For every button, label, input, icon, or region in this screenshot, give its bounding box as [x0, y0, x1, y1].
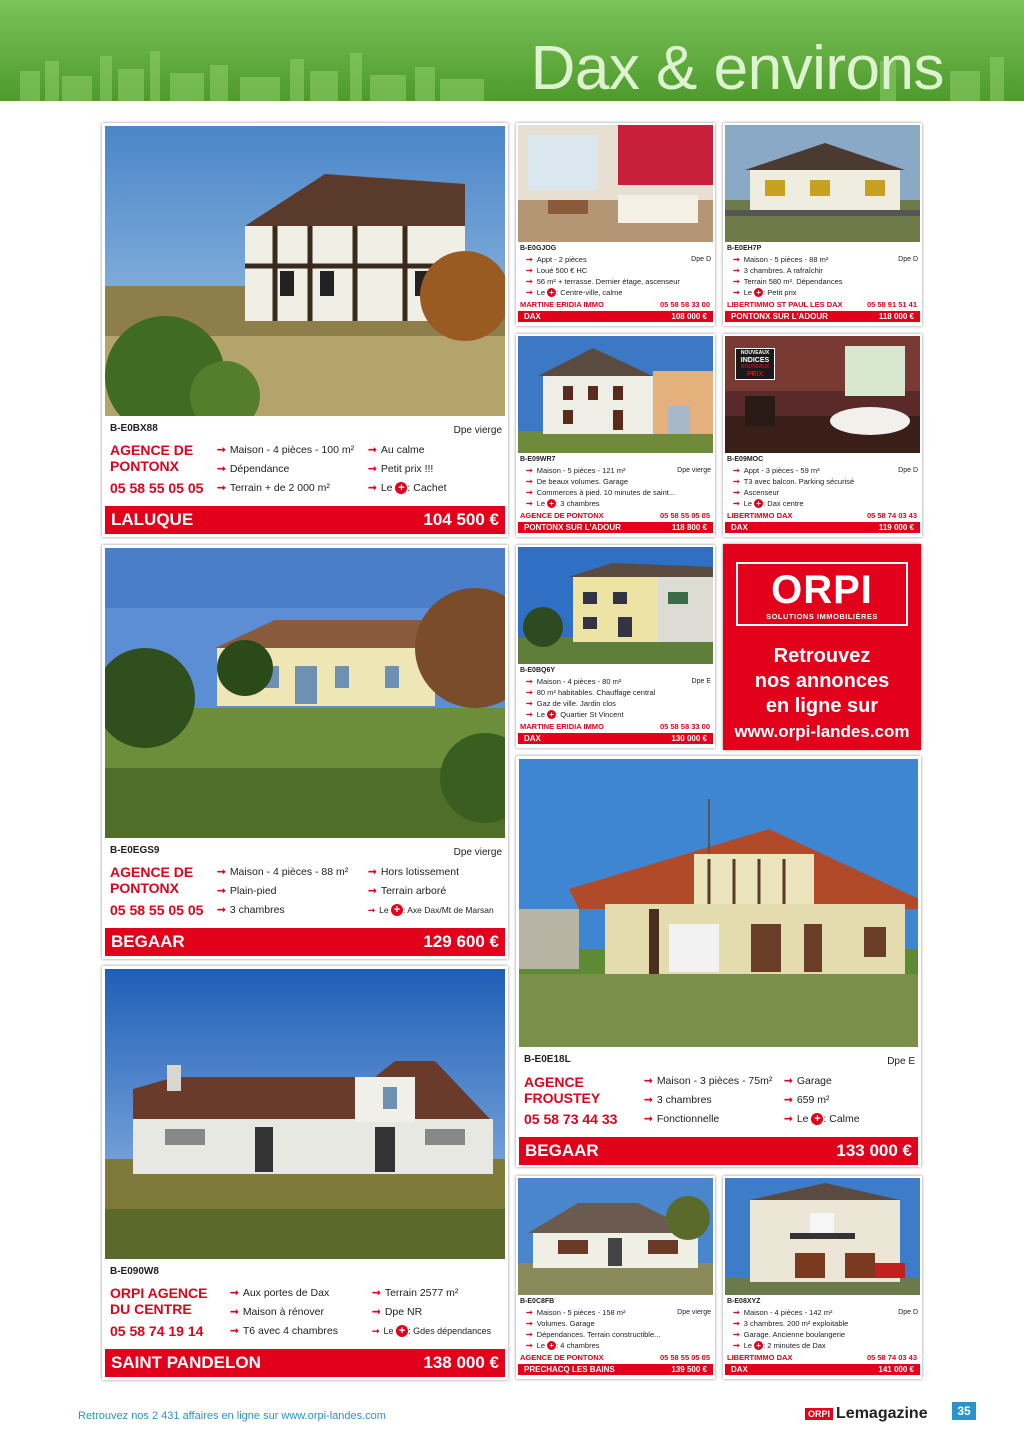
arrow-icon: ➞	[526, 477, 533, 486]
feature-item: ➞ Maison à rénover	[230, 1306, 324, 1318]
orpi-logo: ORPI	[805, 1408, 833, 1420]
magazine-brand: ORPI Lemagazine	[805, 1405, 928, 1423]
price-bar	[105, 928, 505, 956]
arrow-icon: ➞	[784, 1113, 793, 1125]
arrow-icon: ➞	[217, 444, 226, 456]
arrow-icon: ➞	[784, 1094, 793, 1106]
dpe-label: Dpe D	[898, 256, 918, 263]
feature-item: ➞ Terrain + de 2 000 m²	[217, 482, 330, 494]
agency-phone[interactable]: 05 58 58 33 00	[659, 300, 710, 309]
price: 108 000 €	[671, 312, 707, 321]
feature-item: ➞ Dépendances. Terrain constructible...	[526, 1330, 661, 1339]
agency-name: MARTINE ERIDIA IMMO	[520, 722, 604, 731]
feature-highlight: ➞ Le + : Centre-ville, calme	[526, 288, 623, 297]
agency-phone[interactable]: 05 58 55 05 05	[110, 480, 204, 496]
arrow-icon: ➞	[733, 255, 740, 264]
feature-item: ➞ Garage	[784, 1075, 832, 1087]
agency-name: LIBERTIMMO ST PAUL LES DAX	[727, 300, 843, 309]
price: 104 500 €	[423, 510, 499, 529]
town-name: DAX	[524, 312, 541, 321]
arrow-icon: ➞	[733, 1319, 740, 1328]
agency-phone[interactable]: 05 58 91 51 41	[866, 300, 917, 309]
town-name: PONTONX SUR L'ADOUR	[731, 312, 828, 321]
arrow-icon: ➞	[368, 905, 376, 915]
arrow-icon: ➞	[784, 1075, 793, 1087]
arrow-icon: ➞	[526, 688, 533, 697]
arrow-icon: ➞	[217, 885, 226, 897]
agency-phone[interactable]: 05 58 55 05 05	[659, 1353, 710, 1362]
feature-item: ➞ Volumes. Garage	[526, 1319, 595, 1328]
town-name: DAX	[524, 734, 541, 743]
listing-card-small[interactable]	[516, 123, 715, 326]
listing-reference: B-E0EGS9	[110, 845, 160, 856]
feature-highlight: ➞ Le + : Dax centre	[733, 499, 804, 508]
arrow-icon: ➞	[526, 699, 533, 708]
agency-name: AGENCE DE PONTONX	[110, 442, 194, 474]
feature-item: ➞ Fonctionnelle	[644, 1113, 720, 1125]
feature-item: ➞ Maison - 3 pièces - 75m²	[644, 1075, 773, 1087]
arrow-icon: ➞	[372, 1287, 381, 1299]
price-bar	[105, 1349, 505, 1377]
agency-name: ORPI AGENCE DU CENTRE	[110, 1285, 208, 1317]
listing-reference: B-E0GJOG	[520, 245, 557, 252]
feature-highlight: ➞ Le + : Calme	[784, 1113, 860, 1125]
price-bar	[518, 311, 713, 322]
listing-card-small[interactable]	[516, 1176, 715, 1379]
listing-card-small[interactable]	[723, 123, 922, 326]
arrow-icon: ➞	[217, 482, 226, 494]
feature-highlight: ➞ Le + : Petit prix	[733, 288, 797, 297]
house-photo	[105, 126, 505, 416]
feature-item: ➞ Aux portes de Dax	[230, 1287, 330, 1299]
plus-icon: +	[754, 1341, 763, 1350]
listing-card-begaar-2[interactable]	[516, 756, 921, 1167]
orpi-website-link[interactable]: www.orpi-landes.com	[734, 722, 910, 741]
feature-item: ➞ 80 m² habitables. Chauffage central	[526, 688, 656, 697]
price: 141 000 €	[878, 1365, 914, 1374]
feature-item: ➞ De beaux volumes. Garage	[526, 477, 629, 486]
plus-icon: +	[547, 499, 556, 508]
plus-icon: +	[547, 1341, 556, 1350]
price: 129 600 €	[423, 932, 499, 951]
listing-reference: B-E09MOC	[727, 456, 764, 463]
feature-item: ➞ Dpe NR	[372, 1306, 423, 1318]
listing-card-begaar-1[interactable]	[102, 545, 508, 959]
listing-reference: B-E090W8	[110, 1266, 159, 1277]
price: 138 000 €	[423, 1353, 499, 1372]
feature-item: ➞ Terrain 2577 m²	[372, 1287, 459, 1299]
feature-item: ➞ 3 chambres. A rafraîchir	[733, 266, 823, 275]
agency-phone[interactable]: 05 58 74 03 43	[866, 511, 917, 520]
arrow-icon: ➞	[526, 1330, 533, 1339]
feature-item: ➞ Terrain 580 m². Dépendances	[733, 277, 843, 286]
plus-icon: +	[396, 1325, 408, 1337]
arrow-icon: ➞	[526, 1341, 533, 1350]
feature-item: ➞ Garage. Ancienne boulangerie	[733, 1330, 846, 1339]
agency-name: AGENCE DE PONTONX	[520, 511, 604, 520]
plus-icon: +	[547, 288, 556, 297]
arrow-icon: ➞	[526, 255, 533, 264]
arrow-icon: ➞	[526, 266, 533, 275]
listing-card-small[interactable]	[516, 334, 715, 537]
dpe-label: Dpe vierge	[677, 467, 711, 474]
arrow-icon: ➞	[368, 482, 377, 494]
feature-item: ➞ T3 avec balcon. Parking sécurisé	[733, 477, 855, 486]
feature-item: ➞ 659 m²	[784, 1094, 830, 1106]
arrow-icon: ➞	[217, 866, 226, 878]
listing-card-laluque[interactable]	[102, 123, 508, 537]
feature-item: ➞ Ascenseur	[733, 488, 780, 497]
agency-name: AGENCE DE PONTONX	[520, 1353, 604, 1362]
orpi-tagline: SOLUTIONS IMMOBILIÈRES	[766, 612, 878, 621]
house-photo	[518, 547, 713, 664]
arrow-icon: ➞	[217, 463, 226, 475]
arrow-icon: ➞	[526, 288, 533, 297]
feature-highlight: ➞ Le + : Cachet	[368, 482, 447, 494]
price: 139 500 €	[671, 1365, 707, 1374]
feature-item: ➞ 3 chambres	[217, 904, 285, 916]
dpe-label: Dpe D	[898, 1309, 918, 1316]
plus-icon: +	[754, 288, 763, 297]
price-bar	[518, 522, 713, 533]
house-photo	[725, 125, 920, 242]
house-photo	[518, 336, 713, 453]
dpe-label: Dpe vierge	[453, 847, 502, 858]
agency-name: MARTINE ERIDIA IMMO	[520, 300, 604, 309]
feature-item: ➞ Maison - 4 pièces - 142 m²	[733, 1308, 833, 1317]
feature-item: ➞ 3 chambres. 200 m² exploitable	[733, 1319, 849, 1328]
arrow-icon: ➞	[733, 477, 740, 486]
feature-highlight: ➞ Le + : Axe Dax/Mt de Marsan	[368, 904, 494, 916]
footer-text: Retrouvez nos 2 431 affaires en ligne sur www.orpi-landes.com	[78, 1410, 386, 1422]
arrow-icon: ➞	[372, 1326, 380, 1336]
arrow-icon: ➞	[368, 885, 377, 897]
listing-card-small[interactable]	[723, 334, 922, 537]
arrow-icon: ➞	[368, 866, 377, 878]
arrow-icon: ➞	[526, 1319, 533, 1328]
house-photo	[105, 548, 505, 838]
feature-item: ➞ Dépendance	[217, 463, 290, 475]
arrow-icon: ➞	[526, 466, 533, 475]
arrow-icon: ➞	[217, 904, 226, 916]
feature-item: ➞ Maison - 5 pièces - 121 m²	[526, 466, 626, 475]
agency-name: AGENCE DE PONTONX	[110, 864, 194, 896]
arrow-icon: ➞	[733, 1308, 740, 1317]
page-number: 35	[952, 1402, 976, 1420]
price-bar	[518, 733, 713, 744]
arrow-icon: ➞	[644, 1094, 653, 1106]
house-photo	[105, 969, 505, 1259]
arrow-icon: ➞	[733, 499, 740, 508]
price-bar	[725, 522, 920, 533]
feature-item: ➞ Au calme	[368, 444, 425, 456]
listing-reference: B-E09WR7	[520, 456, 556, 463]
feature-highlight: ➞ Le + : Gdes dépendances	[372, 1325, 492, 1337]
feature-highlight: ➞ Le + : Quartier St Vincent	[526, 710, 624, 719]
new-prices-badge: NOUVEAUX INDICES NOUVEAUX PRIX	[735, 348, 775, 380]
arrow-icon: ➞	[526, 710, 533, 719]
arrow-icon: ➞	[526, 677, 533, 686]
feature-highlight: ➞ Le + : 2 minutes de Dax	[733, 1341, 826, 1350]
feature-item: ➞ Maison - 5 pièces - 88 m²	[733, 255, 829, 264]
feature-item: ➞ Maison - 4 pièces - 80 m²	[526, 677, 622, 686]
feature-highlight: ➞ Le + : 4 chambres	[526, 1341, 600, 1350]
listing-reference: B-E0C8FB	[520, 1298, 555, 1305]
house-photo	[518, 1178, 713, 1295]
feature-item: ➞ Hors lotissement	[368, 866, 460, 878]
plus-icon: +	[754, 499, 763, 508]
town-name: LALUQUE	[111, 510, 194, 529]
house-photo	[725, 1178, 920, 1295]
listing-reference: B-E0BQ6Y	[520, 667, 556, 674]
price: 130 000 €	[671, 734, 707, 743]
town-name: BEGAAR	[525, 1141, 599, 1160]
house-photo	[519, 759, 918, 1047]
arrow-icon: ➞	[733, 1330, 740, 1339]
listing-card-small[interactable]	[516, 545, 715, 748]
feature-highlight: ➞ Le + : 3 chambres	[526, 499, 600, 508]
interior-photo	[518, 125, 713, 242]
arrow-icon: ➞	[733, 488, 740, 497]
price: 119 000 €	[878, 523, 914, 532]
plus-icon: +	[811, 1113, 823, 1125]
feature-item: ➞ Petit prix !!!	[368, 463, 434, 475]
dpe-label: Dpe vierge	[677, 1309, 711, 1316]
agency-phone[interactable]: 05 58 58 33 00	[659, 722, 710, 731]
orpi-advert[interactable]	[723, 544, 921, 750]
feature-item: ➞ Gaz de ville. Jardin clos	[526, 699, 616, 708]
price-bar	[518, 1364, 713, 1375]
arrow-icon: ➞	[526, 499, 533, 508]
agency-phone[interactable]: 05 58 55 05 05	[110, 902, 204, 918]
agency-phone[interactable]: 05 58 74 19 14	[110, 1323, 204, 1339]
dpe-label: Dpe D	[691, 256, 711, 263]
listing-card-saint-pandelon[interactable]	[102, 966, 508, 1380]
agency-name: AGENCE FROUSTEY	[524, 1074, 601, 1106]
price: 118 800 €	[671, 523, 707, 532]
dpe-label: Dpe E	[887, 1056, 915, 1067]
price-bar	[725, 311, 920, 322]
agency-phone[interactable]: 05 58 73 44 33	[524, 1111, 618, 1127]
dpe-label: Dpe vierge	[453, 425, 502, 436]
listing-reference: B-E08XYZ	[727, 1298, 761, 1305]
dpe-label: Dpe E	[691, 678, 711, 685]
arrow-icon: ➞	[526, 1308, 533, 1317]
arrow-icon: ➞	[230, 1287, 239, 1299]
arrow-icon: ➞	[368, 463, 377, 475]
price: 118 000 €	[878, 312, 914, 321]
feature-item: ➞ Terrain arboré	[368, 885, 447, 897]
feature-item: ➞ Maison - 5 pièces - 158 m²	[526, 1308, 626, 1317]
section-title: Dax & environs	[530, 34, 944, 101]
listing-reference: B-E0BX88	[110, 423, 158, 434]
price-bar	[519, 1137, 918, 1165]
plus-icon: +	[395, 482, 407, 494]
agency-name: LIBERTIMMO DAX	[727, 1353, 793, 1362]
price: 133 000 €	[836, 1141, 912, 1160]
arrow-icon: ➞	[733, 266, 740, 275]
orpi-logo: ORPI SOLUTIONS IMMOBILIÈRES	[736, 562, 908, 626]
arrow-icon: ➞	[230, 1325, 239, 1337]
feature-item: ➞ Maison - 4 pièces - 88 m²	[217, 866, 349, 878]
town-name: PONTONX SUR L'ADOUR	[524, 523, 621, 532]
agency-phone[interactable]: 05 58 74 03 43	[866, 1353, 917, 1362]
arrow-icon: ➞	[230, 1306, 239, 1318]
header-banner	[0, 0, 1024, 101]
feature-item: ➞ 3 chambres	[644, 1094, 712, 1106]
dpe-label: Dpe D	[898, 467, 918, 474]
agency-phone[interactable]: 05 58 55 05 05	[659, 511, 710, 520]
feature-item: ➞ Loué 500 € HC	[526, 266, 588, 275]
price-bar	[105, 506, 505, 534]
listing-reference: B-E0E18L	[524, 1054, 571, 1065]
arrow-icon: ➞	[733, 288, 740, 297]
feature-item: ➞ T6 avec 4 chambres	[230, 1325, 338, 1337]
arrow-icon: ➞	[733, 1341, 740, 1350]
plus-icon: +	[547, 710, 556, 719]
arrow-icon: ➞	[372, 1306, 381, 1318]
arrow-icon: ➞	[733, 277, 740, 286]
feature-item: ➞ Appt - 3 pièces - 59 m²	[733, 466, 820, 475]
town-name: DAX	[731, 523, 748, 532]
town-name: BEGAAR	[111, 932, 185, 951]
arrow-icon: ➞	[526, 488, 533, 497]
listing-card-small[interactable]	[723, 1176, 922, 1379]
feature-item: ➞ Plain-pied	[217, 885, 277, 897]
listing-reference: B-E0EH7P	[727, 245, 762, 252]
arrow-icon: ➞	[644, 1075, 653, 1087]
arrow-icon: ➞	[644, 1113, 653, 1125]
arrow-icon: ➞	[526, 277, 533, 286]
plus-icon: +	[391, 904, 403, 916]
arrow-icon: ➞	[733, 466, 740, 475]
agency-name: LIBERTIMMO DAX	[727, 511, 793, 520]
town-name: PRECHACQ LES BAINS	[524, 1365, 615, 1374]
orpi-advert-text: Retrouvez nos annonces en ligne sur www.orpi-landes.com	[723, 644, 921, 744]
town-name: DAX	[731, 1365, 748, 1374]
feature-item: ➞ 56 m² + terrasse. Dernier étage, ascenseur	[526, 277, 680, 286]
price-bar	[725, 1364, 920, 1375]
arrow-icon: ➞	[368, 444, 377, 456]
feature-item: ➞ Commerces à pied. 10 minutes de saint...	[526, 488, 676, 497]
feature-item: ➞ Maison - 4 pièces - 100 m²	[217, 444, 355, 456]
feature-item: ➞ Appt - 2 pièces	[526, 255, 587, 264]
town-name: SAINT PANDELON	[111, 1353, 261, 1372]
